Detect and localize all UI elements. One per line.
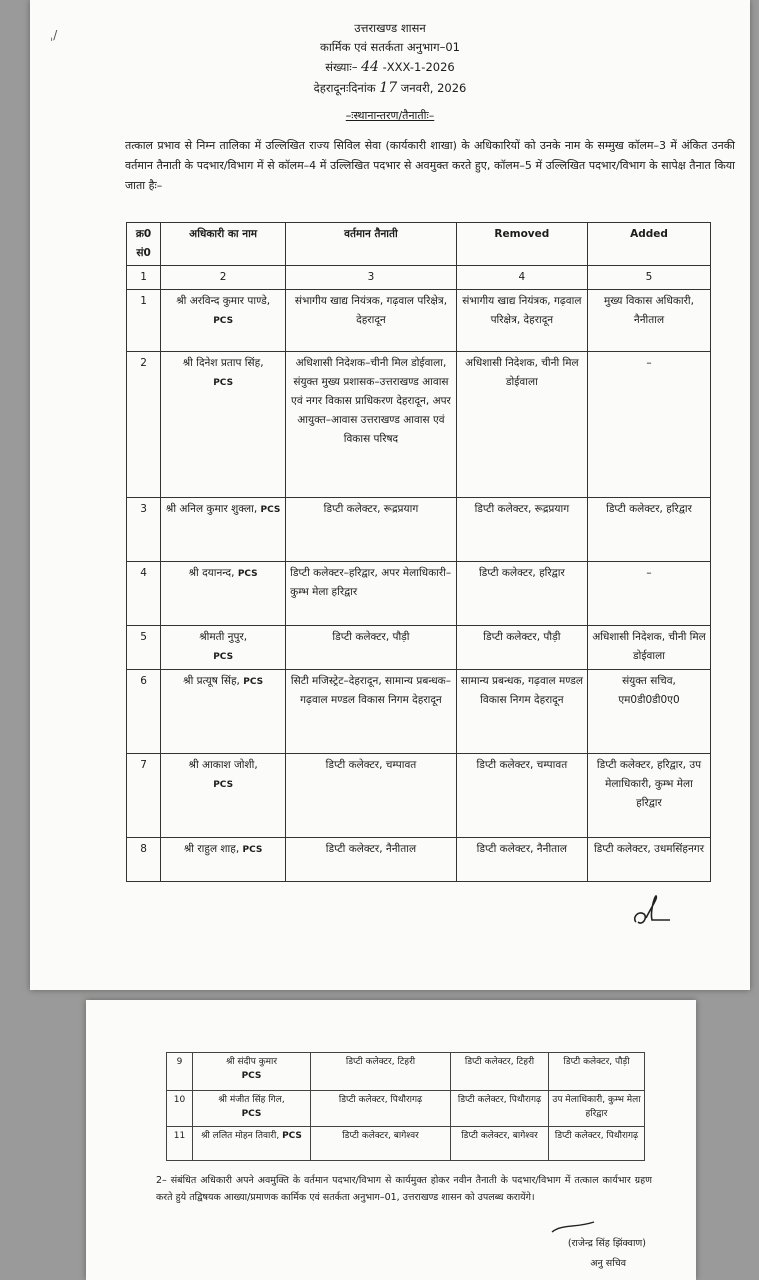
serial-cell: 11 xyxy=(167,1127,193,1161)
officer-name: श्री मंजीत सिंह गिल, xyxy=(218,1095,285,1105)
table-row xyxy=(167,1053,645,1091)
officer-name-cell xyxy=(193,1091,311,1127)
current-posting-cell: डिप्टी कलेक्टर, पौड़ी xyxy=(286,626,457,670)
added-cell: डिप्टी कलेक्टर, पिथौरागढ़ xyxy=(549,1127,645,1161)
officer-name: श्री दिनेश प्रताप सिंह, xyxy=(182,357,264,369)
added-cell: – xyxy=(587,352,710,498)
signatory-name: (राजेन्द्र सिंह झिंक्वाण) xyxy=(567,1238,646,1249)
serial-cell: 7 xyxy=(127,754,161,838)
order-date-suffix: जनवरी, 2026 xyxy=(400,81,467,95)
removed-cell: डिप्टी कलेक्टर, पिथौरागढ़ xyxy=(451,1091,549,1127)
document-page-1 xyxy=(30,0,750,990)
table-row xyxy=(127,754,711,838)
current-posting-cell: डिप्टी कलेक्टर, चम्पावत xyxy=(286,754,457,838)
serial-cell: 4 xyxy=(127,562,161,626)
removed-cell: डिप्टी कलेक्टर, टिहरी xyxy=(451,1053,549,1091)
pcs-tag: PCS xyxy=(241,1071,262,1081)
pcs-tag: PCS xyxy=(237,569,258,579)
current-posting-cell: अधिशासी निदेशक–चीनी मिल डोईवाला, संयुक्त मुख्य प्रशासक–उत्तराखण्ड आवास एवं नगर विकास प्राधिकरण देहरादून, अपर आयुक्त–आवास उत्तराखण्ड आवास एवं विकास परिषद xyxy=(286,352,457,498)
order-number-prefix: संख्याः– xyxy=(325,60,358,74)
added-cell: डिप्टी कलेक्टर, हरिद्वार xyxy=(587,498,710,562)
table-row xyxy=(127,626,711,670)
table-row xyxy=(167,1091,645,1127)
officer-name: श्री अरविन्द कुमार पाण्डे, xyxy=(176,295,271,307)
pcs-tag: PCS xyxy=(260,505,281,515)
instruction-paragraph: 2– संबंधित अधिकारी अपने अवमुक्ति के वर्तमान पदभार/विभाग से कार्यमुक्त होकर नवीन तैनाती के पदभार/विभाग में तत्काल कार्यभार ग्रहण करते हुये तद्विषयक आख्या/प्रमाणक कार्मिक एवं सतर्कता अनुभाग–01, उत्तराखण्ड शासन को उपलब्ध करायेंगे। xyxy=(156,1175,652,1203)
serial-cell: 10 xyxy=(167,1091,193,1127)
table-row xyxy=(127,838,711,882)
added-cell: डिप्टी कलेक्टर, हरिद्वार, उप मेलाधिकारी, कुम्भ मेला हरिद्वार xyxy=(587,754,710,838)
document-page-2 xyxy=(86,1000,696,1280)
added-cell: डिप्टी कलेक्टर, उधमसिंहनगर xyxy=(587,838,710,882)
current-posting-cell: सिटी मजिस्ट्रेट–देहरादून, सामान्य प्रबन्धक–गढ़वाल मण्डल विकास निगम देहरादून xyxy=(286,670,457,754)
order-number-suffix: -XXX-1-2026 xyxy=(382,60,455,74)
officer-name: श्री दयानन्द, xyxy=(188,567,235,579)
serial-cell: 5 xyxy=(127,626,161,670)
officer-name-cell xyxy=(161,290,286,352)
table-row xyxy=(127,352,711,498)
pcs-tag: PCS xyxy=(213,652,234,662)
serial-cell: 2 xyxy=(127,352,161,498)
removed-cell: सामान्य प्रबन्धक, गढ़वाल मण्डल विकास निगम देहरादून xyxy=(456,670,587,754)
col-number: 1 xyxy=(127,266,161,290)
removed-cell: डिप्टी कलेक्टर, नैनीताल xyxy=(456,838,587,882)
officer-name-cell xyxy=(161,352,286,498)
order-number-handwritten: 44 xyxy=(361,59,379,75)
margin-mark: ˌ/ xyxy=(50,28,58,42)
header-serial: क्र0 सं0 xyxy=(127,223,161,266)
col-number: 3 xyxy=(286,266,457,290)
table-row xyxy=(127,670,711,754)
officer-name: श्री ललित मोहन तिवारी, xyxy=(201,1131,280,1141)
col-number: 5 xyxy=(587,266,710,290)
signature xyxy=(548,1218,598,1238)
officer-name-cell xyxy=(193,1053,311,1091)
removed-cell: डिप्टी कलेक्टर, रूद्रप्रयाग xyxy=(456,498,587,562)
transfer-table xyxy=(126,222,711,882)
current-posting-cell: डिप्टी कलेक्टर–हरिद्वार, अपर मेलाधिकारी–कुम्भ मेला हरिद्वार xyxy=(286,562,457,626)
current-posting-cell: डिप्टी कलेक्टर, बागेश्वर xyxy=(311,1127,451,1161)
pcs-tag: PCS xyxy=(213,780,234,790)
removed-cell: अधिशासी निदेशक, चीनी मिल डोईवाला xyxy=(456,352,587,498)
pcs-tag: PCS xyxy=(282,1131,302,1141)
header-department: उत्तराखण्ड शासन xyxy=(354,21,426,35)
removed-cell: डिप्टी कलेक्टर, पौड़ी xyxy=(456,626,587,670)
col-number: 2 xyxy=(161,266,286,290)
col-number: 4 xyxy=(456,266,587,290)
officer-name: श्रीमती नुपुर, xyxy=(199,631,248,643)
order-number xyxy=(30,57,750,77)
pcs-tag: PCS xyxy=(213,316,234,326)
order-date-prefix: देहरादूनःदिनांक xyxy=(313,81,376,95)
officer-name-cell xyxy=(161,754,286,838)
header-removed: Removed xyxy=(456,223,587,266)
signatory-designation: अनु सचिव xyxy=(590,1258,626,1269)
table-row xyxy=(167,1127,645,1161)
officer-name-cell xyxy=(161,498,286,562)
officer-name-cell xyxy=(161,626,286,670)
current-posting-cell: संभागीय खाद्य नियंत्रक, गढ़वाल परिक्षेत्र, देहरादून xyxy=(286,290,457,352)
serial-cell: 3 xyxy=(127,498,161,562)
officer-name-cell xyxy=(193,1127,311,1161)
serial-cell: 8 xyxy=(127,838,161,882)
pcs-tag: PCS xyxy=(241,1109,262,1119)
removed-cell: डिप्टी कलेक्टर, बागेश्वर xyxy=(451,1127,549,1161)
initials-signature xyxy=(628,892,678,932)
serial-cell: 6 xyxy=(127,670,161,754)
added-cell: उप मेलाधिकारी, कुम्भ मेला हरिद्वार xyxy=(549,1091,645,1127)
current-posting-cell: डिप्टी कलेक्टर, टिहरी xyxy=(311,1053,451,1091)
header-officer-name: अधिकारी का नाम xyxy=(161,223,286,266)
added-cell: मुख्य विकास अधिकारी, नैनीताल xyxy=(587,290,710,352)
removed-cell: डिप्टी कलेक्टर, चम्पावत xyxy=(456,754,587,838)
officer-name-cell xyxy=(161,670,286,754)
added-cell: संयुक्त सचिव, एम0डी0डी0ए0 xyxy=(587,670,710,754)
subject-line: –ःस्थानान्तरण/तैनातीः– xyxy=(345,109,435,122)
pcs-tag: PCS xyxy=(213,378,234,388)
added-cell: – xyxy=(587,562,710,626)
column-number-row xyxy=(127,266,711,290)
officer-name: श्री आकाश जोशी, xyxy=(188,759,258,771)
serial-cell: 1 xyxy=(127,290,161,352)
officer-name: श्री प्रत्यूष सिंह, xyxy=(183,675,240,687)
removed-cell: संभागीय खाद्य नियंत्रक, गढ़वाल परिक्षेत्र, देहरादून xyxy=(456,290,587,352)
removed-cell: डिप्टी कलेक्टर, हरिद्वार xyxy=(456,562,587,626)
table-row xyxy=(127,498,711,562)
current-posting-cell: डिप्टी कलेक्टर, रूद्रप्रयाग xyxy=(286,498,457,562)
intro-paragraph: तत्काल प्रभाव से निम्न तालिका में उल्लिखित राज्य सिविल सेवा (कार्यकारी शाखा) के अधिकारियों को उनके नाम के सम्मुख कॉलम–3 में अंकित उनकी वर्तमान तैनाती के पदभार/विभाग में से कॉलम–4 में उल्लिखित पदभार से अवमुक्त करते हुए, कॉलम–5 में उल्लिखित पदभार/विभाग के सापेक्ष तैनात किया जाता हैः– xyxy=(125,139,735,192)
table-header-row xyxy=(127,223,711,266)
table-row xyxy=(127,562,711,626)
serial-cell: 9 xyxy=(167,1053,193,1091)
table-row xyxy=(127,290,711,352)
officer-name: श्री राहुल शाह, xyxy=(183,843,240,855)
order-date xyxy=(30,78,750,98)
added-cell: डिप्टी कलेक्टर, पौड़ी xyxy=(549,1053,645,1091)
pcs-tag: PCS xyxy=(243,677,264,687)
officer-name-cell xyxy=(161,838,286,882)
header-added: Added xyxy=(587,223,710,266)
added-cell: अधिशासी निदेशक, चीनी मिल डोईवाला xyxy=(587,626,710,670)
current-posting-cell: डिप्टी कलेक्टर, नैनीताल xyxy=(286,838,457,882)
officer-name: श्री अनिल कुमार शुक्ला, xyxy=(165,503,258,515)
header-current-posting: वर्तमान तैनाती xyxy=(286,223,457,266)
pcs-tag: PCS xyxy=(242,845,263,855)
current-posting-cell: डिप्टी कलेक्टर, पिथौरागढ़ xyxy=(311,1091,451,1127)
officer-name-cell xyxy=(161,562,286,626)
header-section: कार्मिक एवं सतर्कता अनुभाग–01 xyxy=(319,40,460,54)
transfer-table-continued xyxy=(166,1052,645,1161)
officer-name: श्री संदीप कुमार xyxy=(225,1057,278,1067)
order-date-handwritten: 17 xyxy=(379,80,398,96)
